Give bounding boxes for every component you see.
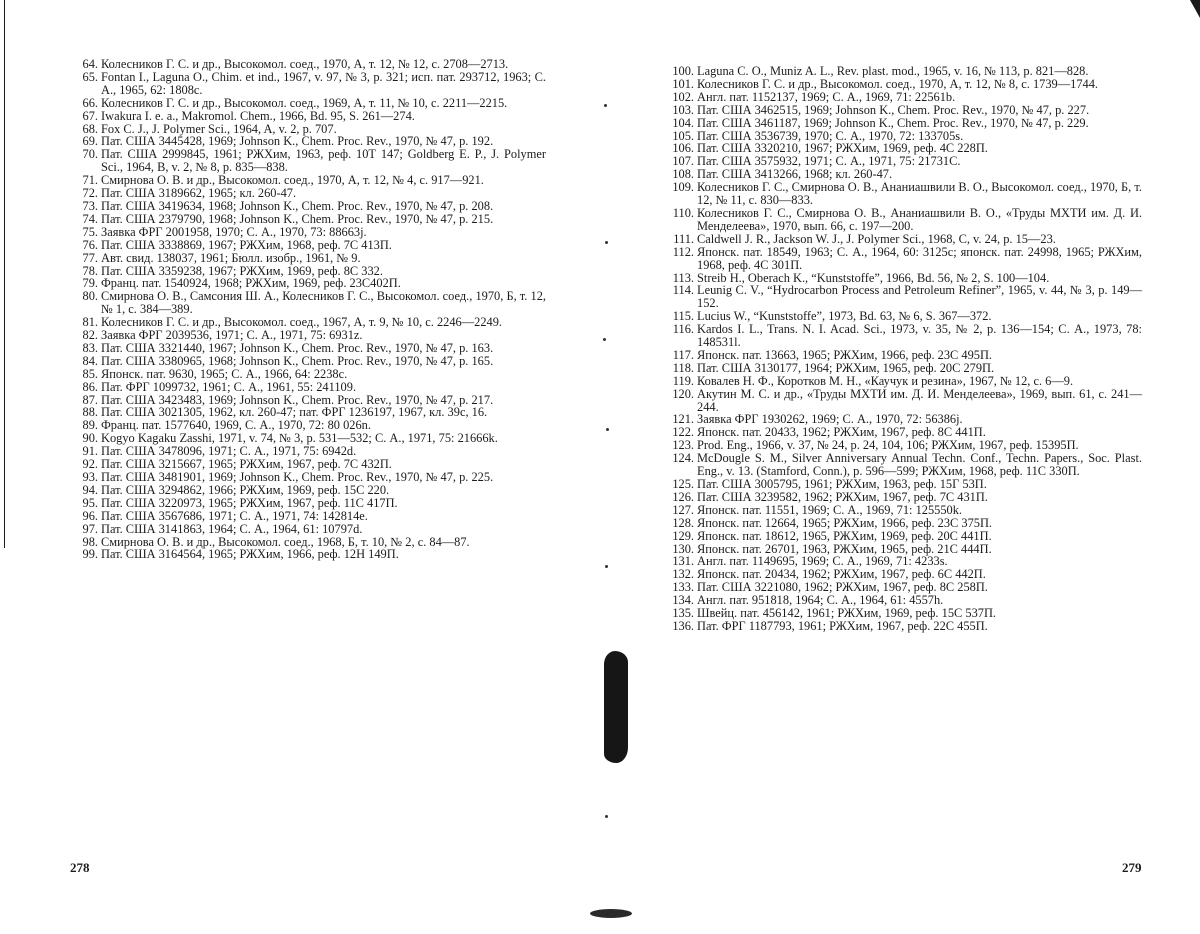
reference-number: 115.	[672, 309, 694, 324]
reference-number: 103.	[672, 102, 694, 117]
reference-number: 73.	[82, 198, 98, 213]
reference-entry	[670, 517, 1142, 530]
reference-text: Смирнова О. В. и др., Высокомол. соед., 1970, А, т. 12, № 4, с. 917—921.	[101, 173, 484, 188]
reference-number: 84.	[82, 353, 98, 368]
reference-number: 83.	[82, 340, 98, 355]
reference-number: 94.	[82, 482, 98, 497]
reference-number: 129.	[672, 528, 694, 543]
reference-number: 118.	[672, 360, 694, 375]
reference-text: Laguna C. O., Muniz A. L., Rev. plast. mod., 1965, v. 16, № 113, p. 821—828.	[697, 64, 1089, 78]
reference-number: 110.	[672, 205, 694, 220]
reference-text: Японск. пат. 11551, 1969; С. А., 1969, 71: 125550k.	[697, 502, 963, 517]
reference-entry	[74, 110, 546, 123]
reference-text: McDougle S. M., Silver Anniversary Annual Techn. Conf., Techn. Papers., Soc. Plast. Eng., v. 13. (Stamford, Conn.), p. 596—599; РЖХим, 1968, реф. 11С 330П.	[697, 451, 1142, 479]
reference-entry	[74, 71, 546, 97]
reference-text: Пат. США 3575932, 1971; С. А., 1971, 75: 21731C.	[697, 154, 961, 169]
reference-number: 91.	[82, 444, 98, 459]
reference-entry	[670, 78, 1142, 91]
reference-text: Японск. пат. 12664, 1965; РЖХим, 1966, реф. 23С 375П.	[697, 515, 993, 530]
reference-entry	[670, 233, 1142, 246]
reference-text: Колесников Г. С. и др., Высокомол. соед., 1970, А, т. 12, № 8, с. 1739—1744.	[697, 76, 1099, 91]
reference-text: Fox C. J., J. Polymer Sci., 1964, A, v. 2, p. 707.	[101, 121, 337, 136]
reference-number: 128.	[672, 515, 694, 530]
reference-text: Kogyo Kagaku Zasshi, 1971, v. 74, № 3, p. 531—532; С. А., 1971, 75: 21666k.	[101, 431, 498, 446]
reference-text: Prod. Eng., 1966, v. 37, № 24, p. 24, 104, 106; РЖХим, 1967, реф. 15395П.	[697, 438, 1079, 453]
reference-entry	[670, 491, 1142, 504]
reference-entry	[670, 349, 1142, 362]
reference-entry	[74, 497, 546, 510]
reference-number: 86.	[82, 379, 98, 394]
reference-text: Пат. США 3536739, 1970; С. А., 1970, 72: 133705s.	[697, 128, 964, 143]
reference-number: 124.	[672, 451, 694, 466]
reference-text: Пат. США 3021305, 1962, кл. 260-47; пат. ФРГ 1236197, 1967, кл. 39c, 16.	[101, 405, 488, 420]
reference-number: 93.	[82, 470, 98, 484]
reference-number: 70.	[82, 147, 98, 162]
reference-number: 98.	[82, 534, 98, 549]
reference-number: 106.	[672, 141, 694, 156]
reference-text: Пат. США 3461187, 1969; Johnson K., Chem. Proc. Rev., 1970, № 47, p. 229.	[697, 115, 1089, 130]
reference-text: Iwakura I. e. a., Makromol. Chem., 1966, Bd. 95, S. 261—274.	[101, 108, 415, 123]
reference-entry	[74, 148, 546, 174]
reference-number: 79.	[82, 276, 98, 291]
reference-text: Пат. США 3413266, 1968; кл. 260-47.	[697, 167, 893, 182]
reference-entry	[670, 452, 1142, 478]
reference-number: 92.	[82, 457, 98, 472]
reference-number: 109.	[672, 180, 694, 195]
reference-text: Пат. США 3380965, 1968; Johnson K., Chem. Proc. Rev., 1970, № 47, p. 165.	[101, 353, 494, 368]
reference-entry	[670, 117, 1142, 130]
reference-entry	[670, 362, 1142, 375]
reference-text: Колесников Г. С. и др., Высокомол. соед., 1970, А, т. 12, № 12, с. 2708—2713.	[101, 57, 509, 71]
reference-number: 126.	[672, 489, 694, 504]
reference-number: 122.	[672, 425, 694, 440]
reference-entry	[670, 104, 1142, 117]
reference-number: 96.	[82, 508, 98, 523]
reference-entry	[74, 381, 546, 394]
reference-text: Пат. США 3005795, 1961; РЖХим, 1963, реф. 15Г 53П.	[697, 477, 987, 491]
reference-text: Streib H., Oberach K., “Kunststoffe”, 1966, Bd. 56, № 2, S. 100—104.	[697, 270, 1050, 285]
reference-entry	[670, 181, 1142, 207]
reference-entry	[670, 246, 1142, 272]
reference-number: 116.	[672, 322, 694, 337]
reference-text: Пат. США 3478096, 1971; С. А., 1971, 75: 6942d.	[101, 444, 357, 459]
reference-text: Caldwell J. R., Jackson W. J., J. Polymer Sci., 1968, C, v. 24, p. 15—23.	[697, 231, 1056, 246]
reference-entry	[74, 342, 546, 355]
reference-entry	[74, 510, 546, 523]
reference-entry	[74, 329, 546, 342]
page-number: 279	[1122, 860, 1142, 875]
reference-text: Японск. пат. 20433, 1962; РЖХим, 1967, реф. 8С 441П.	[697, 425, 986, 440]
reference-text: Японск. пат. 13663, 1965; РЖХим, 1966, реф. 23С 495П.	[697, 347, 993, 362]
reference-number: 135.	[672, 606, 694, 621]
reference-text: Пат. США 3462515, 1969; Johnson K., Chem. Proc. Rev., 1970, № 47, p. 227.	[697, 102, 1090, 117]
reference-text: Заявка ФРГ 2001958, 1970; С. А., 1970, 73: 88663j.	[101, 224, 367, 239]
reference-entry	[74, 471, 546, 484]
reference-number: 134.	[672, 593, 694, 608]
reference-text: Франц. пат. 1540924, 1968; РЖХим, 1969, реф. 23С402П.	[101, 276, 401, 291]
reference-text: Пат. США 3189662, 1965; кл. 260-47.	[101, 186, 297, 201]
reference-text: Пат. США 3220973, 1965; РЖХим, 1967, реф. 11С 417П.	[101, 495, 398, 510]
reference-entry	[670, 207, 1142, 233]
reference-text: Пат. США 2999845, 1961; РЖХим, 1963, реф. 10Т 147; Goldberg E. P., J. Polymer Sci., 1964, B, v. 2, № 8, p. 835—838.	[101, 147, 546, 175]
reference-number: 65.	[82, 69, 98, 84]
reference-number: 123.	[672, 438, 694, 453]
reference-entry	[670, 620, 1142, 633]
reference-number: 130.	[672, 541, 694, 556]
reference-number: 68.	[82, 121, 98, 136]
reference-number: 121.	[672, 412, 694, 427]
reference-number: 111.	[673, 231, 694, 246]
reference-text: Пат. США 3221080, 1962; РЖХим, 1967, реф. 8С 258П.	[697, 580, 988, 595]
reference-text: Пат. США 3239582, 1962; РЖХим, 1967, реф. 7С 431П.	[697, 489, 988, 504]
reference-number: 112.	[672, 244, 694, 259]
reference-entry	[74, 200, 546, 213]
reference-number: 78.	[82, 263, 98, 278]
reference-number: 72.	[82, 186, 98, 201]
reference-number: 125.	[672, 477, 694, 491]
reference-number: 71.	[82, 173, 98, 188]
reference-text: Японск. пат. 9630, 1965; С. А., 1966, 64: 2238c.	[101, 366, 348, 381]
reference-number: 90.	[82, 431, 98, 446]
reference-text: Fontan I., Laguna O., Chim. et ind., 1967, v. 97, № 3, p. 321; исп. пат. 293712, 1963; С. А., 1965, 62: 1808c.	[101, 69, 546, 97]
reference-number: 82.	[82, 328, 98, 343]
reference-entry	[74, 239, 546, 252]
reference-entry	[670, 478, 1142, 491]
reference-entry	[74, 97, 546, 110]
reference-text: Пат. США 2379790, 1968; Johnson K., Chem. Proc. Rev., 1970, № 47, p. 215.	[101, 211, 494, 226]
reference-text: Kardos I. L., Trans. N. I. Acad. Sci., 1973, v. 35, № 2, p. 136—154; С. А., 1973, 78: 148531l.	[697, 322, 1142, 350]
reference-number: 108.	[672, 167, 694, 182]
reference-text: Англ. пат. 1149695, 1969; С. А., 1969, 71: 4233s.	[697, 554, 948, 569]
reference-text: Пат. США 3419634, 1968; Johnson K., Chem. Proc. Rev., 1970, № 47, p. 208.	[101, 198, 494, 213]
reference-text: Пат. США 3294862, 1966; РЖХим, 1969, реф. 15С 220.	[101, 482, 390, 497]
reference-number: 85.	[82, 366, 98, 381]
reference-number: 104.	[672, 115, 694, 130]
reference-number: 76.	[82, 237, 98, 252]
reference-text: Франц. пат. 1577640, 1969, С. А., 1970, 72: 80 026n.	[101, 418, 371, 433]
reference-text: Колесников Г. С. и др., Высокомол. соед., 1967, А, т. 9, № 10, с. 2246—2249.	[101, 315, 503, 330]
reference-number: 66.	[82, 95, 98, 110]
reference-number: 88.	[82, 405, 98, 420]
reference-number: 100.	[672, 64, 694, 78]
reference-text: Англ. пат. 1152137, 1969; С. А., 1969, 71: 22561b.	[697, 89, 956, 104]
reference-text: Акутин М. С. и др., «Труды МХТИ им. Д. И. Менделеева», 1969, вып. 61, с. 241—244.	[697, 386, 1142, 414]
reference-number: 117.	[672, 347, 694, 362]
reference-number: 101.	[672, 76, 694, 91]
reference-number: 95.	[82, 495, 98, 510]
reference-number: 69.	[82, 134, 98, 149]
reference-text: Заявка ФРГ 2039536, 1971; С. А., 1971, 75: 6931z.	[101, 328, 363, 343]
page-number: 278	[70, 860, 90, 875]
reference-entry	[670, 323, 1142, 349]
reference-text: Японск. пат. 20434, 1962; РЖХим, 1967, реф. 6С 442П.	[697, 567, 986, 582]
reference-text: Пат. США 3215667, 1965; РЖХим, 1967, реф. 7С 432П.	[101, 457, 392, 472]
reference-text: Пат. США 3445428, 1969; Johnson K., Chem. Proc. Rev., 1970, № 47, p. 192.	[101, 134, 494, 149]
reference-text: Швейц. пат. 456142, 1961; РЖХим, 1969, реф. 15С 537П.	[697, 606, 997, 621]
reference-number: 81.	[82, 315, 98, 330]
reference-entry	[74, 226, 546, 239]
reference-text: Смирнова О. В. и др., Высокомол. соед., 1968, Б, т. 10, № 2, с. 84—87.	[101, 534, 470, 549]
reference-number: 75.	[82, 224, 98, 239]
reference-entry	[670, 91, 1142, 104]
reference-number: 119.	[672, 373, 694, 388]
reference-number: 80.	[82, 289, 98, 304]
reference-entry	[74, 58, 546, 71]
reference-text: Пат. США 3338869, 1967; РЖХим, 1968, реф. 7С 413П.	[101, 237, 392, 252]
reference-number: 67.	[82, 108, 98, 123]
reference-entry	[670, 284, 1142, 310]
reference-entry	[74, 355, 546, 368]
reference-text: Колесников Г. С., Смирнова О. В., Ананиашвили В. О., «Труды МХТИ им. Д. И. Менделеева», 1970, вып. 66, с. 197—200.	[697, 205, 1142, 233]
reference-number: 114.	[672, 283, 694, 298]
reference-list	[74, 58, 546, 561]
reference-number: 136.	[672, 618, 694, 633]
reference-text: Пат. ФРГ 1099732, 1961; С. А., 1961, 55: 241109.	[101, 379, 357, 394]
reference-text: Ковалев Н. Ф., Коротков М. Н., «Каучук и резина», 1967, № 12, с. 6—9.	[697, 373, 1074, 388]
reference-list	[670, 65, 1142, 633]
reference-text: Колесников Г. С. и др., Высокомол. соед., 1969, А, т. 11, № 10, с. 2211—2215.	[101, 95, 508, 110]
reference-number: 99.	[82, 547, 98, 562]
reference-entry	[670, 388, 1142, 414]
reference-text: Англ. пат. 951818, 1964; С. А., 1964, 61: 4557h.	[697, 593, 944, 608]
reference-entry	[670, 65, 1142, 78]
reference-entry	[74, 548, 546, 561]
reference-number: 89.	[82, 418, 98, 433]
reference-entry	[74, 368, 546, 381]
reference-number: 105.	[672, 128, 694, 143]
right-page	[600, 0, 1200, 934]
reference-entry	[74, 290, 546, 316]
reference-text: Пат. США 3359238, 1967; РЖХим, 1969, реф. 8С 332.	[101, 263, 383, 278]
reference-text: Пат. ФРГ 1187793, 1961; РЖХим, 1967, реф. 22С 455П.	[697, 618, 988, 633]
reference-number: 132.	[672, 567, 694, 582]
reference-text: Авт. свид. 138037, 1961; Бюлл. изобр., 1961, № 9.	[101, 250, 361, 265]
reference-text: Пат. США 3321440, 1967; Johnson K., Chem. Proc. Rev., 1970, № 47, p. 163.	[101, 340, 494, 355]
reference-text: Пат. США 3141863, 1964; С. А., 1964, 61: 10797d.	[101, 521, 363, 536]
reference-text: Пат. США 3567686, 1971; С. А., 1971, 74: 142814e.	[101, 508, 368, 523]
reference-text: Пат. США 3423483, 1969; Johnson K., Chem. Proc. Rev., 1970, № 47, p. 217.	[101, 392, 494, 407]
reference-text: Пат. США 3481901, 1969; Johnson K., Chem. Proc. Rev., 1970, № 47, p. 225.	[101, 470, 494, 484]
reference-text: Leunig C. V., “Hydrocarbon Process and Petroleum Refiner”, 1965, v. 44, № 3, p. 149—152.	[697, 283, 1142, 311]
reference-number: 97.	[82, 521, 98, 536]
reference-entry	[74, 484, 546, 497]
reference-number: 120.	[672, 386, 694, 401]
reference-text: Пат. США 3164564, 1965; РЖХим, 1966, реф. 12Н 149П.	[101, 547, 399, 562]
reference-number: 74.	[82, 211, 98, 226]
reference-text: Пат. США 3320210, 1967; РЖХим, 1969, реф. 4С 228П.	[697, 141, 988, 156]
reference-text: Lucius W., “Kunststoffe”, 1973, Bd. 63, № 6, S. 367—372.	[697, 309, 992, 324]
reference-entry	[670, 530, 1142, 543]
reference-text: Японск. пат. 18612, 1965, РЖХим, 1969, реф. 20С 441П.	[697, 528, 992, 543]
reference-entry	[74, 523, 546, 536]
reference-text: Пат. США 3130177, 1964; РЖХим, 1965, реф. 20С 279П.	[697, 360, 995, 375]
reference-number: 102.	[672, 89, 694, 104]
reference-entry	[670, 375, 1142, 388]
reference-number: 131.	[672, 554, 694, 569]
reference-number: 87.	[82, 392, 98, 407]
reference-entry	[74, 252, 546, 265]
reference-number: 107.	[672, 154, 694, 169]
reference-entry	[670, 504, 1142, 517]
reference-text: Смирнова О. В., Самсония Ш. А., Колесников Г. С., Высокомол. соед., 1970, Б, т. 12, № 1, с. 384—389.	[101, 289, 546, 317]
reference-text: Японск. пат. 26701, 1963, РЖХим, 1965, реф. 21С 444П.	[697, 541, 992, 556]
reference-text: Заявка ФРГ 1930262, 1969; С. А., 1970, 72: 56386j.	[697, 412, 963, 427]
reference-number: 64.	[82, 57, 98, 71]
reference-number: 133.	[672, 580, 694, 595]
reference-entry	[74, 213, 546, 226]
reference-number: 113.	[672, 270, 694, 285]
reference-text: Колесников Г. С., Смирнова О. В., Ананиашвили В. О., Высокомол. соед., 1970, Б, т. 12, № 11, с. 830—833.	[697, 180, 1142, 208]
reference-text: Японск. пат. 18549, 1963; С. А., 1964, 60: 3125c; японск. пат. 24998, 1965; РЖХим, 1968, реф. 4С 301П.	[697, 244, 1142, 272]
reference-number: 77.	[82, 250, 98, 265]
reference-number: 127.	[672, 502, 694, 517]
